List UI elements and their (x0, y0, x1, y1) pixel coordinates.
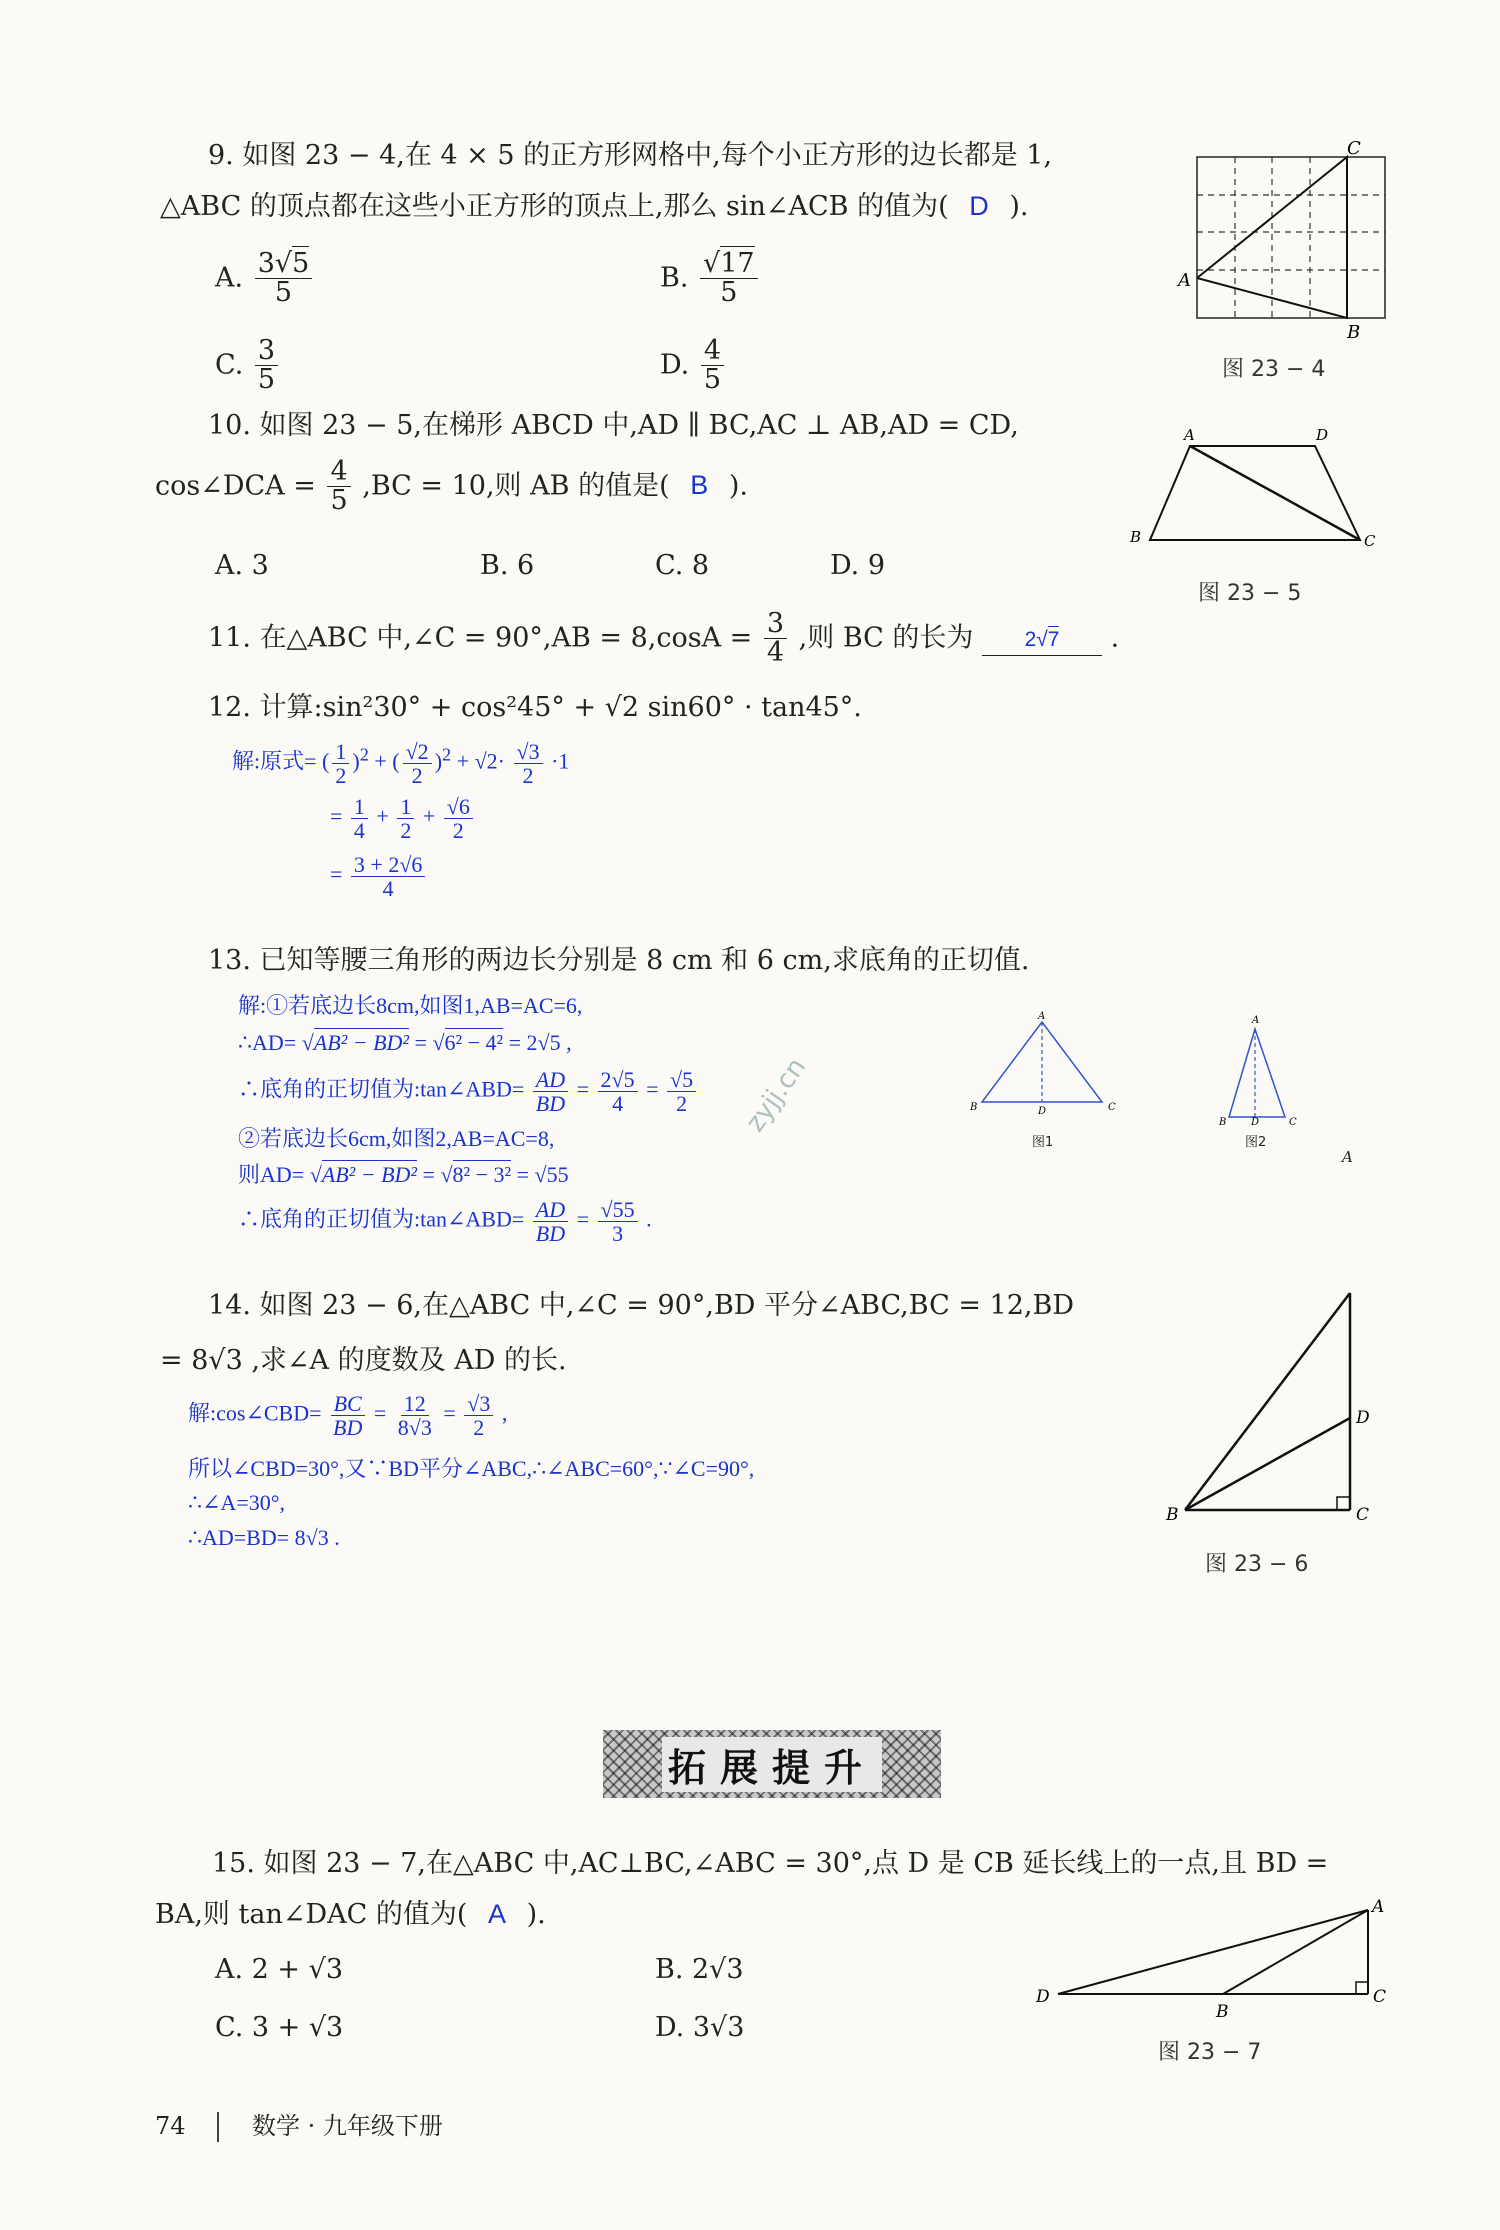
q15-line2 (155, 1898, 546, 1931)
page-number: 74 (155, 2112, 186, 2140)
fig1-label-b: B (970, 1102, 978, 1113)
label-c: C (1356, 1505, 1370, 1525)
q9-b-rad: 17 (720, 248, 755, 279)
q10-option-b: B. 6 (480, 550, 535, 581)
side-ab (1185, 1293, 1350, 1510)
q9-option-a-label: A. (215, 262, 244, 294)
q13-l3-f3-den: 2 (676, 1091, 688, 1117)
q9-d-den: 5 (703, 364, 722, 396)
q11-answer-rad: 7 (1047, 628, 1060, 652)
q11-mid: ,则 BC 的长为 (798, 622, 974, 654)
q15-answer: A (487, 1899, 506, 1929)
trapezoid-abcd (1150, 446, 1360, 540)
segment-ba (1223, 1910, 1368, 1994)
q11-frac-num: 3 (764, 610, 787, 639)
q11-pre: 11. 在△ABC 中,∠C = 90°,AB = 8,cosA = (208, 622, 753, 654)
label-c: C (1373, 1987, 1387, 2007)
q11-post: . (1110, 622, 1120, 654)
q13-sol-line5: 则AD= √AB² − BD² = √8² − 3² = √55 (238, 1162, 569, 1187)
q13-l3-f3-num: √5 (667, 1068, 696, 1092)
label-b: B (1166, 1505, 1179, 1525)
q13-l3-eq2: = (646, 1076, 659, 1102)
q9-b-den: 5 (720, 277, 738, 309)
label-a: A (1178, 270, 1191, 291)
q13-l2-res: = 2√5 , (508, 1030, 572, 1055)
q15-option-a: A. 2 + √3 (215, 1954, 344, 1985)
label-b: B (1216, 2002, 1229, 2020)
q13-l3-f2-num: 2√5 (598, 1068, 638, 1092)
q13-title: 13. 已知等腰三角形的两边长分别是 8 cm 和 6 cm,求底角的正切值. (208, 945, 1030, 976)
q12-s2-f3-num: √6 (444, 795, 473, 819)
q13-l5-eq: = (422, 1162, 435, 1187)
fig1-label-d: D (1038, 1106, 1047, 1117)
q13-l5-res: = √55 (516, 1162, 569, 1187)
figure-23-5 (1120, 420, 1400, 560)
label-d: D (1356, 1408, 1370, 1428)
right-angle-mark (1356, 1982, 1368, 1994)
q13-sol-line2: ∴AD= √AB² − BD² = √6² − 4² = 2√5 , (238, 1030, 572, 1055)
q12-solution-step1: 解:原式= ( $\frac{1}{2}$ )$^2$ + ( $\frac{√2}{2}$ )$^2$ + √2· $\frac{√3}{2}$ ·1 (232, 739, 570, 789)
q12-s1-end: ·1 (551, 748, 570, 774)
q14-s1-eq1: = (373, 1400, 387, 1426)
q14-s1-pre: 解:cos∠CBD= (188, 1400, 322, 1426)
q11-frac-den: 4 (766, 637, 785, 669)
q12-s2-eq: = (330, 803, 343, 829)
q13-l6-pre: ∴底角的正切值为:tan∠ABD= (238, 1206, 525, 1232)
q9-a-coef: 3 (257, 248, 275, 279)
q15-option-c: C. 3 + √3 (215, 2012, 344, 2043)
q14-s1-f2-num: 12 (401, 1392, 429, 1416)
q10-frac-den: 5 (330, 485, 348, 517)
bisector-bd (1185, 1418, 1350, 1510)
q12-s2-f1-den: 4 (353, 818, 365, 844)
q9-a-rad: 5 (292, 248, 310, 279)
q10-option-a: A. 3 (215, 550, 269, 581)
q13-l6-f1-num: AD (533, 1198, 568, 1222)
q12-s3-den: 4 (382, 876, 394, 902)
label-c: C (1364, 532, 1376, 550)
fig-23-5-caption: 图 23 − 5 (1198, 581, 1302, 606)
q10-answer: B (690, 470, 709, 501)
q11-answer-coef: 2 (1024, 628, 1037, 652)
q10-option-d: D. 9 (830, 550, 886, 581)
q14-line1: 14. 如图 23 − 6,在△ABC 中,∠C = 90°,BD 平分∠ABC,BC = 12,BD (208, 1290, 1074, 1321)
q13-l6-f2-den: 3 (612, 1221, 624, 1247)
q9-d-num: 4 (701, 337, 724, 366)
q13-figure-2 (1205, 1005, 1315, 1125)
q13-l5-rad2: 8² − 3² (452, 1162, 512, 1187)
q12-s2-plus1: + (376, 803, 389, 829)
q13-l5-pre: 则AD= (238, 1162, 305, 1187)
q9-line2 (160, 190, 1028, 223)
q9-option-a: A. $\frac{3√5}{5}$ (215, 250, 315, 308)
q15-option-b: B. 2√3 (655, 1954, 744, 1985)
label-c: C (1347, 140, 1361, 159)
figure-23-6 (1160, 1285, 1400, 1525)
q10-line2-post: ). (728, 470, 748, 502)
q12-s1-sq1: 2 (359, 744, 369, 765)
q12-s1-f1-den: 2 (335, 763, 347, 789)
fig2-label-a: A (1252, 1015, 1260, 1026)
footer-divider (217, 2112, 219, 2142)
q12-title: 12. 计算:sin²30° + cos²45° + √2 sin60° · tan45°. (208, 692, 862, 723)
q12-solution-step2 (330, 795, 476, 842)
q12-s1-plus: + (374, 748, 387, 774)
q13-fig1-caption: 图1 (1032, 1135, 1054, 1150)
q14-s1-f1-num: BC (331, 1392, 365, 1416)
q12-s3-num: 3 + 2√6 (351, 853, 425, 877)
q12-s1-f3-num: √3 (514, 740, 543, 764)
q9-line2-pre: △ABC 的顶点都在这些小正方形的顶点上,那么 sin∠ACB 的值为( (160, 191, 949, 222)
q9-option-c (215, 337, 281, 395)
q13-l6-f1-den: BD (535, 1221, 566, 1247)
q13-l6-eq: = (576, 1206, 590, 1232)
q12-s3-eq: = (330, 861, 343, 887)
q12-s2-f2-den: 2 (400, 818, 412, 844)
q9-a-den: 5 (274, 277, 293, 309)
q13-sol-line4: ②若底边长6cm,如图2,AB=AC=8, (238, 1126, 555, 1151)
label-b: B (1130, 528, 1142, 546)
q12-solution-step3 (330, 853, 428, 900)
label-d: D (1316, 426, 1329, 444)
q10-line1: 10. 如图 23 − 5,在梯形 ABCD 中,AD ∥ BC,AC ⊥ AB,AD = CD, (208, 410, 1019, 441)
fig2-triangle (1229, 1029, 1285, 1117)
fig1-triangle (982, 1022, 1102, 1102)
q13-fig2-caption: 图2 (1245, 1135, 1267, 1150)
q13-l6-f2-num: √55 (598, 1198, 638, 1222)
q10-option-c: C. 8 (655, 550, 710, 581)
q14-s1-eq2: = (443, 1400, 456, 1426)
q13-l5-rad1: AB² − BD² (321, 1162, 418, 1187)
q9-line1: 9. 如图 23 − 4,在 4 × 5 的正方形网格中,每个小正方形的边长都是 1, (208, 140, 1053, 171)
q14-s1-f2-den: 8√3 (397, 1415, 432, 1441)
q12-s1-mid: + √2· (456, 748, 505, 774)
grid-border (1197, 157, 1385, 318)
q14-s1-end: , (501, 1400, 508, 1426)
q14-s1-f1-den: BD (333, 1415, 363, 1441)
q14-sol-line4: ∴AD=BD= 8√3 . (188, 1525, 340, 1550)
fig2-label-b: B (1219, 1117, 1227, 1125)
q12-s2-f1-num: 1 (351, 795, 368, 819)
right-angle-mark (1337, 1497, 1350, 1510)
fig2-label-d: D (1251, 1117, 1260, 1125)
q11-line (208, 610, 1119, 668)
q13-l2-rad1: AB² − BD² (313, 1030, 410, 1055)
label-a: A (1184, 426, 1195, 444)
q13-l6-end: . (646, 1206, 652, 1232)
q12-s1-sq2: 2 (442, 744, 452, 765)
stray-mark: A (1342, 1148, 1353, 1166)
q9-answer: D (969, 191, 989, 221)
q9-option-b: B. $\frac{√17}{5}$ (660, 250, 761, 308)
q12-s2-f3-den: 2 (452, 818, 464, 844)
q13-l2-pre: ∴AD= (238, 1030, 297, 1055)
q9-c-den: 5 (257, 364, 276, 396)
q14-s1-f3-den: 2 (473, 1415, 485, 1441)
q14-sol-line2: 所以∠CBD=30°,又∵BD平分∠ABC,∴∠ABC=60°,∵∠C=90°, (188, 1456, 755, 1481)
q10-line2-pre: cos∠DCA = (155, 470, 316, 502)
q15-line2-pre: BA,则 tan∠DAC 的值为( (155, 1899, 468, 1930)
q12-s1-f3-den: 2 (522, 763, 534, 789)
label-b: B (1347, 322, 1361, 340)
figure-23-7 (1030, 1890, 1400, 2020)
q12-s2-f2-num: 1 (397, 795, 414, 819)
q13-l3-f1-num: AD (533, 1068, 568, 1092)
q12-s2-plus2: + (422, 803, 436, 829)
q13-l2-rad2: 6² − 4² (444, 1030, 504, 1055)
q9-option-c-label: C. (215, 349, 244, 381)
q13-l3-eq1: = (576, 1076, 590, 1102)
figure-23-4 (1160, 140, 1400, 340)
q9-option-d (660, 337, 727, 395)
q12-sol-label: 解:原式= (232, 748, 317, 774)
q10-line2-mid: ,BC = 10,则 AB 的值是( (362, 470, 670, 502)
q13-l3-pre: ∴底角的正切值为:tan∠ABD= (238, 1076, 525, 1102)
q9-option-b-label: B. (660, 262, 689, 294)
book-title: 数学 · 九年级下册 (252, 2112, 443, 2140)
section-banner-title: 拓展提升 (662, 1737, 882, 1792)
q12-s1-f2-num: √2 (403, 740, 432, 764)
q13-sol-line6 (238, 1198, 652, 1245)
fig-23-7-caption: 图 23 − 7 (1158, 2040, 1262, 2065)
q13-l2-eq: = (414, 1030, 427, 1055)
q14-s1-f3-num: √3 (464, 1392, 493, 1416)
q13-sol-line1: 解:①若底边长8cm,如图1,AB=AC=6, (238, 993, 583, 1018)
fig1-label-a: A (1038, 1011, 1046, 1022)
segment-da (1058, 1910, 1368, 1994)
fig1-label-c: C (1108, 1102, 1116, 1113)
q9-line2-post: ). (1009, 191, 1029, 222)
q15-line2-post: ). (526, 1899, 546, 1930)
q15-line1: 15. 如图 23 − 7,在△ABC 中,AC⊥BC,∠ABC = 30°,点 D 是 CB 延长线上的一点,且 BD = (212, 1848, 1329, 1879)
q12-s1-f1-num: 1 (332, 740, 349, 764)
q13-sol-line3 (238, 1068, 699, 1115)
q13-l3-f2-den: 4 (612, 1091, 624, 1117)
q14-line2: = 8√3 ,求∠A 的度数及 AD 的长. (160, 1345, 567, 1376)
q15-option-d: D. 3√3 (655, 2012, 745, 2043)
fig-23-4-caption: 图 23 − 4 (1222, 357, 1326, 382)
q14-sol-line1 (188, 1392, 507, 1439)
q10-line2 (155, 458, 748, 516)
q12-s1-f2-den: 2 (411, 763, 423, 789)
diagonal-ac (1190, 446, 1360, 540)
fig2-label-c: C (1289, 1117, 1297, 1125)
q10-frac-num: 4 (327, 458, 350, 487)
q9-option-d-label: D. (660, 349, 690, 381)
section-banner (603, 1730, 941, 1798)
q13-l3-f1-den: BD (535, 1091, 566, 1117)
q13-figure-1 (970, 1010, 1120, 1120)
watermark: zyjj.cn (740, 1052, 813, 1138)
q14-sol-line3: ∴∠A=30°, (188, 1490, 286, 1515)
label-d: D (1036, 1987, 1050, 2007)
label-a: A (1372, 1897, 1385, 1917)
fig-23-6-caption: 图 23 − 6 (1205, 1552, 1309, 1577)
q11-answer-blank[interactable]: 2√7 (982, 622, 1102, 655)
q9-c-num: 3 (255, 337, 278, 366)
